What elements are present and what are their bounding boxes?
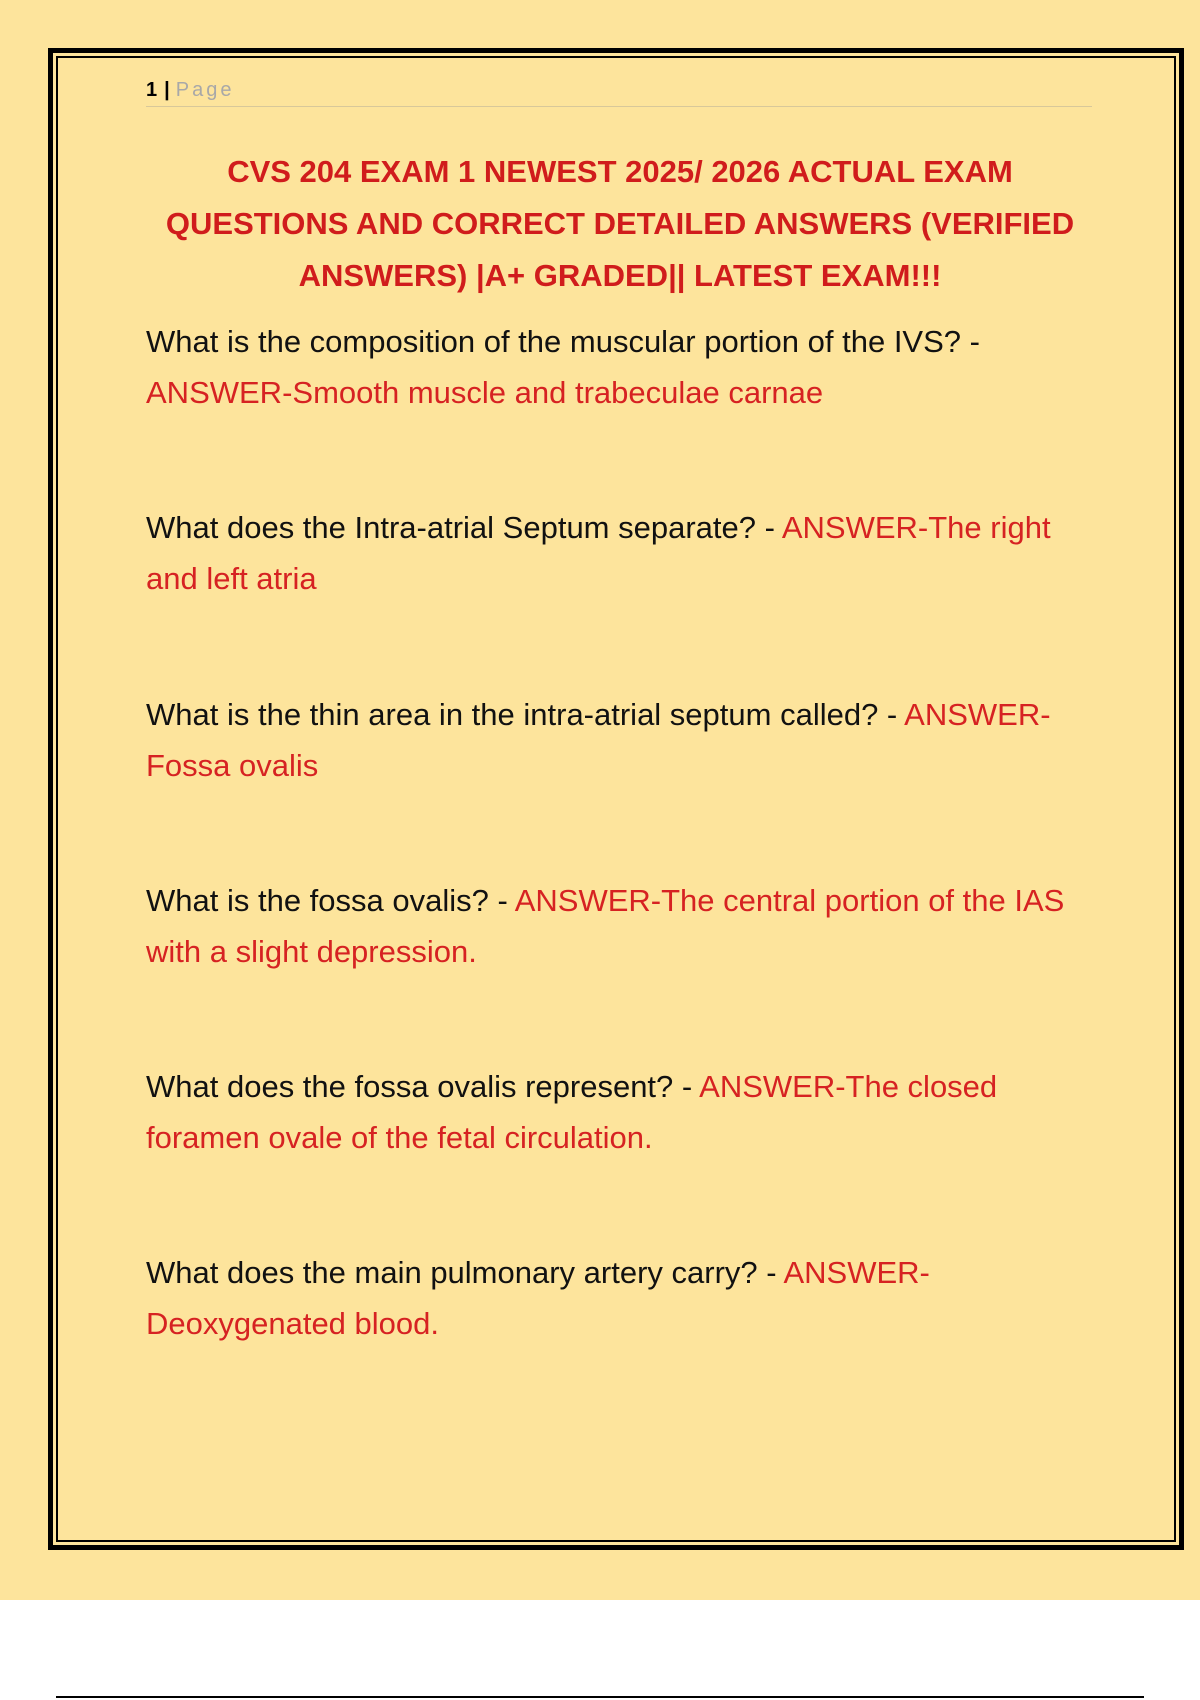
answer-text: ANSWER-The right and left atria <box>146 510 1051 596</box>
question-text: What is the thin area in the intra-atrial septum called? - <box>146 697 905 732</box>
question-text: What does the Intra-atrial Septum separate? - <box>146 510 782 545</box>
page-label: Page <box>175 78 235 101</box>
answer-text: ANSWER-The closed foramen ovale of the fetal circulation. <box>146 1069 998 1155</box>
qa-item-2 <box>146 502 1076 604</box>
question-text: What is the fossa ovalis? - <box>146 883 515 918</box>
question-text: What is the composition of the muscular portion of the IVS? - <box>146 324 980 359</box>
page-header <box>146 74 1092 107</box>
answer-text: ANSWER-The central portion of the IAS with a slight depression. <box>146 883 1065 969</box>
footer-rule <box>56 1696 1144 1698</box>
answer-text: ANSWER-Fossa ovalis <box>146 697 1051 783</box>
question-text: What does the main pulmonary artery carry? - <box>146 1255 784 1290</box>
qa-item-3 <box>146 689 1076 791</box>
question-text: What does the fossa ovalis represent? - <box>146 1069 700 1104</box>
qa-item-5 <box>146 1061 1076 1163</box>
page-separator: | <box>164 78 170 101</box>
document-title: CVS 204 EXAM 1 NEWEST 2025/ 2026 ACTUAL EXAM QUESTIONS AND CORRECT DETAILED ANSWERS (VERIFIED ANSWERS) |A+ GRADED|| LATEST EXAM!!! <box>165 154 1075 293</box>
answer-text: ANSWER-Deoxygenated blood. <box>146 1255 930 1341</box>
page-number: 1 <box>146 78 159 101</box>
qa-item-1 <box>146 316 1076 418</box>
qa-item-6 <box>146 1247 1076 1349</box>
answer-text: ANSWER-Smooth muscle and trabeculae carnae <box>146 375 824 410</box>
qa-item-4 <box>146 875 1076 977</box>
